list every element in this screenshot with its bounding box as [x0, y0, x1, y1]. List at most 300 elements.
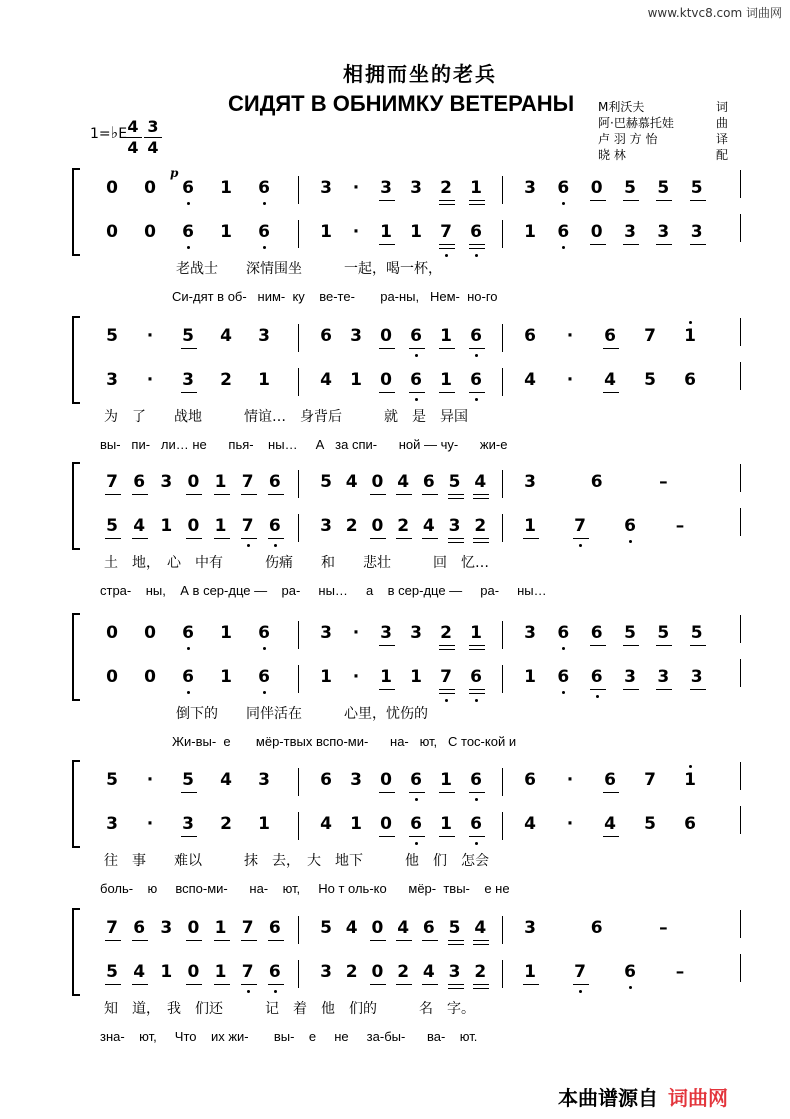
- underline-beam: [370, 494, 386, 495]
- note-6: 6: [422, 472, 435, 492]
- title-chinese: 相拥而坐的老兵: [343, 62, 497, 86]
- bar-line: [502, 916, 503, 944]
- underline-beam: [603, 348, 619, 349]
- note-2: 2: [220, 814, 232, 834]
- note-0: 0: [187, 472, 200, 492]
- underline-beam: [473, 984, 489, 985]
- note-0: 0: [144, 178, 156, 198]
- underline-beam: [132, 940, 148, 941]
- underline-beam: [409, 836, 425, 837]
- lower-octave-dot: [415, 798, 418, 801]
- lower-octave-dot: [187, 246, 190, 249]
- note-3: 3: [258, 770, 270, 790]
- key-label: 1=: [90, 126, 111, 142]
- lyrics-russian: вы- пи- ли… не пья- ны… А за спи- ной — чу- жи-е: [100, 437, 508, 452]
- note-7: 7: [241, 962, 254, 982]
- lyrics-chinese: 往 事 难以 抹 去， 大 地下 他 们 怎会: [104, 853, 489, 869]
- underline-beam: [623, 244, 639, 245]
- note-6: 6: [524, 770, 536, 790]
- note-7: 7: [574, 962, 586, 982]
- lower-voice: [0, 220, 790, 246]
- note-2: 2: [440, 178, 452, 198]
- note-1: 1: [380, 667, 392, 687]
- note-6: 6: [182, 222, 194, 242]
- note-3: 3: [380, 623, 392, 643]
- note-6: 6: [557, 667, 570, 687]
- note-6: 6: [268, 918, 281, 938]
- note-5: 5: [690, 178, 703, 198]
- note-3: 3: [320, 623, 332, 643]
- underline-beam: [448, 494, 464, 495]
- underline-beam: [409, 348, 425, 349]
- underline-beam: [469, 836, 485, 837]
- note-6: 6: [590, 667, 603, 687]
- note-7: 7: [644, 326, 656, 346]
- credit-name: 晓 林: [598, 148, 626, 162]
- note-3: 3: [524, 918, 536, 938]
- note-0: 0: [187, 962, 200, 982]
- note-1: 1: [258, 370, 270, 390]
- underline-beam: [186, 494, 202, 495]
- note-1: 1: [440, 770, 452, 790]
- upper-voice: [0, 176, 790, 202]
- note-6: 6: [557, 222, 570, 242]
- lower-octave-dot: [579, 544, 582, 547]
- note-3: 3: [524, 623, 536, 643]
- upper-octave-dot: [689, 321, 692, 324]
- underline-beam: [623, 645, 639, 646]
- note-0: 0: [380, 370, 392, 390]
- underline-beam: [105, 494, 121, 495]
- underline-beam: [268, 984, 284, 985]
- note-3: 3: [690, 222, 703, 242]
- note-6: 6: [470, 667, 482, 687]
- note-5: 5: [448, 472, 461, 492]
- credit-arranger: [598, 147, 728, 163]
- key-signature: [90, 123, 127, 142]
- credit-name: M利沃夫: [598, 100, 645, 114]
- underline-beam: [590, 645, 606, 646]
- note-5: 5: [182, 770, 194, 790]
- note-6: 6: [268, 962, 281, 982]
- note-0: 0: [380, 770, 392, 790]
- system-4: [0, 621, 790, 761]
- note-6: 6: [258, 623, 270, 643]
- underline-beam: [623, 200, 639, 201]
- underline-beam: [379, 244, 395, 245]
- underline-beam: [523, 984, 539, 985]
- underline-beam: [186, 984, 202, 985]
- note-2: 2: [474, 516, 487, 536]
- lyrics-chinese: 倒下的 同伴活在 心里，忧伤的: [176, 706, 428, 722]
- note-3: 3: [524, 178, 536, 198]
- note-1: 1: [220, 667, 232, 687]
- note-6: 6: [422, 918, 435, 938]
- time-sig-numerator: 4: [127, 117, 139, 136]
- lower-octave-dot: [562, 691, 565, 694]
- note-3: 3: [320, 516, 332, 536]
- underline-beam: [241, 940, 257, 941]
- note-5: 5: [106, 326, 118, 346]
- note-1: 1: [380, 222, 392, 242]
- note-7: 7: [644, 770, 656, 790]
- footer-text: 本曲谱源自: [558, 1086, 658, 1110]
- note-4: 4: [474, 918, 487, 938]
- bar-line: [502, 368, 503, 396]
- underline-beam: [523, 538, 539, 539]
- note-4: 4: [345, 472, 358, 492]
- note-0: 0: [187, 516, 200, 536]
- underline-beam: [469, 200, 485, 201]
- note-6: 6: [624, 962, 636, 982]
- underline-beam: [379, 200, 395, 201]
- bar-line: [298, 665, 299, 693]
- lower-octave-dot: [187, 691, 190, 694]
- underline-beam: [105, 984, 121, 985]
- underline-beam: [469, 392, 485, 393]
- note-2: 2: [397, 516, 410, 536]
- underline-beam: [623, 689, 639, 690]
- note-0: 0: [106, 222, 118, 242]
- note-4: 4: [320, 814, 332, 834]
- duration-dot: ·: [352, 667, 360, 687]
- underline-beam: [448, 988, 464, 989]
- note-5: 5: [320, 472, 332, 492]
- note-2: 2: [345, 962, 358, 982]
- note-0: 0: [371, 918, 384, 938]
- lower-octave-dot: [247, 990, 250, 993]
- note-6: 6: [320, 770, 332, 790]
- lower-octave-dot: [274, 544, 277, 547]
- lower-octave-dot: [415, 354, 418, 357]
- lyrics-russian: стра- ны, А в сер-дце — ра- ны… а в сер-дце — ра- ны…: [100, 583, 547, 598]
- note-0: 0: [590, 222, 603, 242]
- underline-beam: [469, 348, 485, 349]
- underline-beam: [590, 200, 606, 201]
- note-3: 3: [690, 667, 703, 687]
- bar-line: [298, 812, 299, 840]
- duration-dot: ·: [146, 370, 154, 390]
- lower-octave-dot: [263, 202, 266, 205]
- underline-beam: [473, 988, 489, 989]
- lower-octave-dot: [415, 842, 418, 845]
- lower-octave-dot: [263, 691, 266, 694]
- note-1: 1: [350, 814, 362, 834]
- underline-beam: [473, 944, 489, 945]
- duration-dot: ·: [566, 770, 574, 790]
- note-2: 2: [345, 516, 358, 536]
- credit-role: 曲: [715, 116, 728, 130]
- note-0: 0: [106, 178, 118, 198]
- note-7: 7: [241, 516, 254, 536]
- note-3: 3: [320, 962, 332, 982]
- underline-beam: [396, 940, 412, 941]
- bar-line: [298, 176, 299, 204]
- duration-dot: ·: [566, 370, 574, 390]
- note-3: 3: [657, 667, 670, 687]
- credit-role: 配: [715, 148, 728, 162]
- underline-beam: [396, 538, 412, 539]
- note-7: 7: [241, 472, 254, 492]
- underline-beam: [214, 940, 230, 941]
- underline-beam: [473, 494, 489, 495]
- lower-voice: [0, 368, 790, 394]
- lower-voice: [0, 514, 790, 540]
- underline-beam: [590, 244, 606, 245]
- title-russian: СИДЯТ В ОБНИМКУ ВЕТЕРАНЫ: [228, 91, 575, 116]
- underline-beam: [186, 538, 202, 539]
- underline-beam: [448, 498, 464, 499]
- lower-octave-dot: [263, 246, 266, 249]
- lyrics-chinese: 知 道， 我 们还 记 着 他 们的 名 字。: [104, 1001, 475, 1017]
- lower-octave-dot: [475, 699, 478, 702]
- underline-beam: [448, 944, 464, 945]
- note-3: 3: [524, 472, 536, 492]
- bar-line: [502, 324, 503, 352]
- note-4: 4: [604, 814, 616, 834]
- underline-beam: [469, 693, 485, 694]
- note-4: 4: [133, 516, 146, 536]
- lower-octave-dot: [475, 254, 478, 257]
- lower-octave-dot: [579, 990, 582, 993]
- note-3: 3: [106, 370, 118, 390]
- dash-extension: –: [675, 962, 685, 982]
- duration-dot: ·: [146, 326, 154, 346]
- bar-line: [502, 470, 503, 498]
- note-7: 7: [440, 222, 452, 242]
- note-1: 1: [214, 472, 227, 492]
- note-3: 3: [160, 918, 173, 938]
- note-7: 7: [574, 516, 586, 536]
- lower-voice: [0, 812, 790, 838]
- note-4: 4: [320, 370, 332, 390]
- lower-octave-dot: [475, 398, 478, 401]
- note-1: 1: [160, 962, 173, 982]
- bar-line: [502, 768, 503, 796]
- lower-octave-dot: [629, 986, 632, 989]
- underline-beam: [132, 494, 148, 495]
- note-6: 6: [470, 326, 482, 346]
- underline-beam: [105, 538, 121, 539]
- time-sig-numerator: 3: [147, 117, 159, 136]
- underline-beam: [105, 940, 121, 941]
- note-0: 0: [144, 222, 156, 242]
- underline-beam: [370, 940, 386, 941]
- lower-octave-dot: [596, 695, 599, 698]
- duration-dot: ·: [352, 178, 360, 198]
- note-4: 4: [220, 326, 232, 346]
- bar-line: [298, 368, 299, 396]
- note-4: 4: [474, 472, 487, 492]
- bar-line: [502, 960, 503, 988]
- underline-beam: [214, 494, 230, 495]
- note-6: 6: [470, 770, 482, 790]
- note-6: 6: [470, 814, 482, 834]
- duration-dot: ·: [352, 623, 360, 643]
- underline-beam: [439, 392, 455, 393]
- underline-beam: [439, 200, 455, 201]
- note-6: 6: [410, 770, 422, 790]
- underline-beam: [469, 649, 485, 650]
- lower-octave-dot: [629, 540, 632, 543]
- note-6: 6: [258, 178, 270, 198]
- lower-voice: [0, 665, 790, 691]
- underline-beam: [409, 792, 425, 793]
- underline-beam: [439, 348, 455, 349]
- note-1: 1: [524, 222, 536, 242]
- underline-beam: [439, 248, 455, 249]
- underline-beam: [379, 792, 395, 793]
- note-3: 3: [448, 962, 461, 982]
- note-3: 3: [182, 814, 194, 834]
- note-2: 2: [397, 962, 410, 982]
- underline-beam: [132, 984, 148, 985]
- system-2: [0, 324, 790, 464]
- credit-lyricist: [598, 99, 728, 115]
- note-5: 5: [182, 326, 194, 346]
- duration-dot: ·: [352, 222, 360, 242]
- lower-octave-dot: [475, 842, 478, 845]
- note-1: 1: [524, 667, 536, 687]
- lyrics-chinese: 为 了 战地 情谊… 身背后 就 是 异国: [104, 409, 468, 425]
- note-6: 6: [182, 667, 194, 687]
- underline-beam: [690, 689, 706, 690]
- credit-role: 词: [715, 100, 728, 114]
- note-1: 1: [320, 667, 332, 687]
- note-4: 4: [133, 962, 146, 982]
- upper-voice: [0, 768, 790, 794]
- underline-beam: [573, 984, 589, 985]
- underline-beam: [422, 494, 438, 495]
- note-6: 6: [133, 918, 146, 938]
- bar-line: [298, 960, 299, 988]
- note-6: 6: [182, 178, 194, 198]
- lyrics-chinese: 土 地， 心 中有 伤痛 和 悲壮 回 忆…: [104, 555, 489, 571]
- note-5: 5: [320, 918, 332, 938]
- note-5: 5: [690, 623, 703, 643]
- underline-beam: [181, 792, 197, 793]
- lower-octave-dot: [187, 202, 190, 205]
- note-0: 0: [144, 623, 156, 643]
- note-5: 5: [624, 623, 636, 643]
- note-4: 4: [397, 918, 410, 938]
- note-6: 6: [258, 222, 270, 242]
- note-6: 6: [684, 370, 696, 390]
- key-letter: E: [118, 126, 128, 142]
- underline-beam: [439, 645, 455, 646]
- underline-beam: [690, 244, 706, 245]
- note-3: 3: [182, 370, 194, 390]
- note-6: 6: [470, 370, 482, 390]
- lower-octave-dot: [274, 990, 277, 993]
- underline-beam: [396, 984, 412, 985]
- underline-beam: [379, 836, 395, 837]
- underline-beam: [690, 200, 706, 201]
- note-3: 3: [350, 770, 362, 790]
- note-1: 1: [470, 178, 482, 198]
- bar-line: [298, 768, 299, 796]
- note-1: 1: [410, 222, 422, 242]
- underline-beam: [656, 689, 672, 690]
- underline-beam: [448, 984, 464, 985]
- note-6: 6: [320, 326, 332, 346]
- note-7: 7: [241, 918, 254, 938]
- note-6: 6: [590, 918, 603, 938]
- underline-beam: [590, 689, 606, 690]
- bar-line: [298, 470, 299, 498]
- underline-beam: [186, 940, 202, 941]
- underline-beam: [439, 792, 455, 793]
- note-0: 0: [371, 472, 384, 492]
- underline-beam: [268, 494, 284, 495]
- bar-line: [502, 220, 503, 248]
- lower-voice: [0, 960, 790, 986]
- note-0: 0: [590, 178, 603, 198]
- underline-beam: [448, 940, 464, 941]
- underline-beam: [214, 984, 230, 985]
- note-6: 6: [557, 623, 570, 643]
- lyrics-russian: Жи-вы- е мёр-твых вспо-ми- на- ют, С тос-кой и: [172, 734, 517, 749]
- lower-octave-dot: [187, 647, 190, 650]
- underline-beam: [448, 542, 464, 543]
- duration-dot: ·: [566, 814, 574, 834]
- note-3: 3: [410, 178, 422, 198]
- lower-octave-dot: [247, 544, 250, 547]
- bar-line: [298, 324, 299, 352]
- system-6: [0, 916, 790, 1056]
- note-4: 4: [604, 370, 616, 390]
- note-4: 4: [524, 370, 536, 390]
- note-3: 3: [350, 326, 362, 346]
- bar-line: [298, 514, 299, 542]
- bar-line: [298, 220, 299, 248]
- underline-beam: [181, 836, 197, 837]
- lower-octave-dot: [445, 699, 448, 702]
- note-1: 1: [220, 178, 232, 198]
- lyrics-russian: Си-дят в об- ним- ку ве-те- ра-ны, Нем- но-го: [172, 289, 498, 304]
- bar-line: [502, 514, 503, 542]
- underline-beam: [473, 538, 489, 539]
- website-url: www.ktvc8.com 词曲网: [647, 6, 782, 20]
- lower-octave-dot: [475, 354, 478, 357]
- note-1: 1: [440, 814, 452, 834]
- underline-beam: [656, 244, 672, 245]
- underline-beam: [439, 836, 455, 837]
- dash-extension: –: [675, 516, 685, 536]
- underline-beam: [469, 248, 485, 249]
- dynamic-marking: p: [170, 166, 179, 180]
- note-0: 0: [144, 667, 156, 687]
- bar-line: [502, 812, 503, 840]
- note-3: 3: [448, 516, 461, 536]
- note-0: 0: [106, 667, 118, 687]
- underline-beam: [422, 538, 438, 539]
- footer-source: [558, 1082, 728, 1111]
- underline-beam: [181, 392, 197, 393]
- note-6: 6: [268, 472, 281, 492]
- upper-voice: [0, 324, 790, 350]
- credit-name: 阿·巴赫慕托娃: [598, 116, 674, 130]
- note-6: 6: [410, 326, 422, 346]
- underline-beam: [603, 392, 619, 393]
- note-6: 6: [410, 814, 422, 834]
- underline-beam: [573, 538, 589, 539]
- note-7: 7: [106, 918, 118, 938]
- system-1: [0, 176, 790, 316]
- underline-beam: [396, 494, 412, 495]
- underline-beam: [603, 836, 619, 837]
- underline-beam: [656, 645, 672, 646]
